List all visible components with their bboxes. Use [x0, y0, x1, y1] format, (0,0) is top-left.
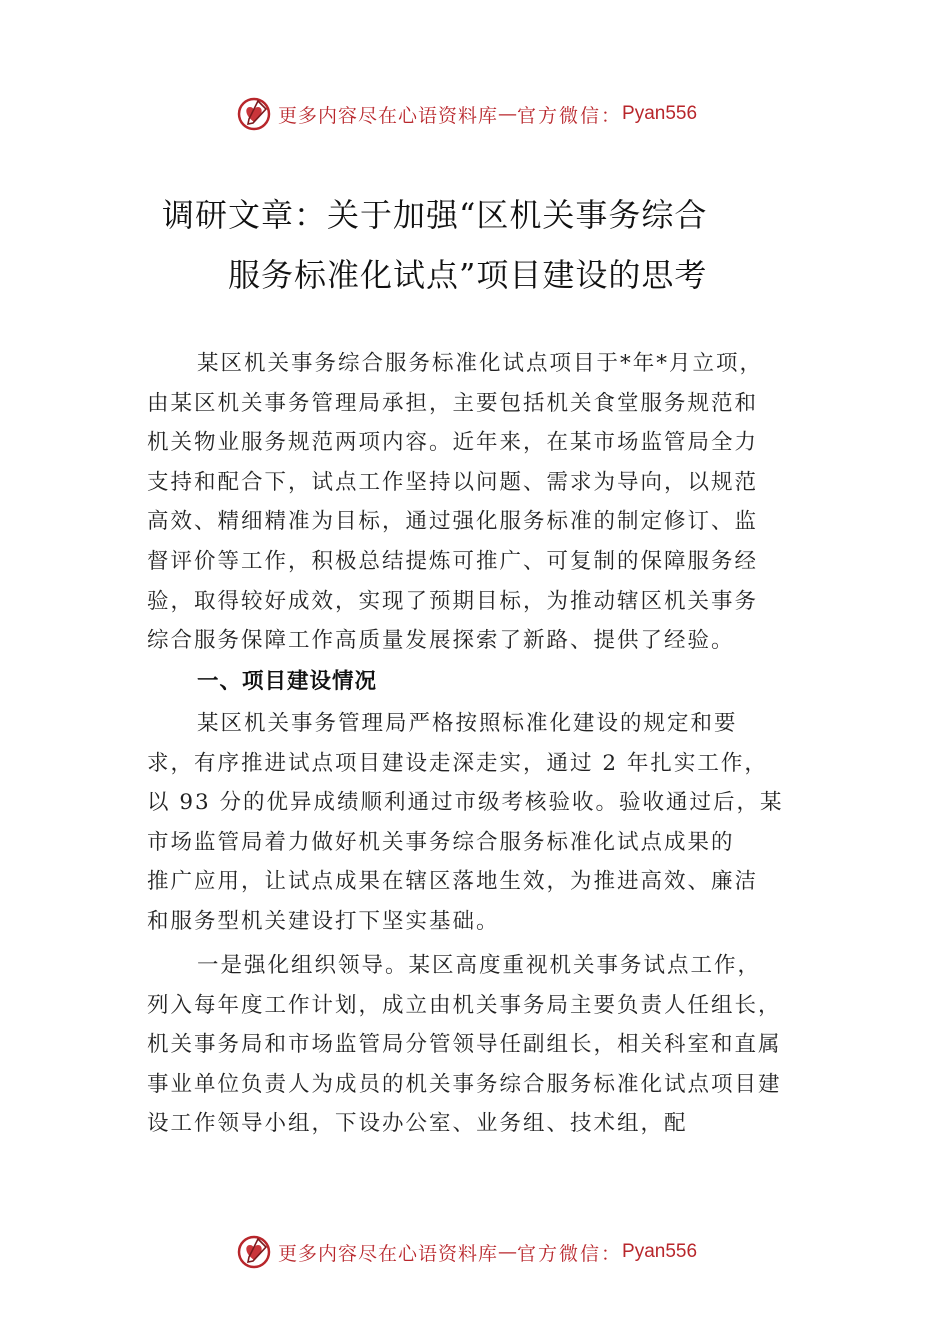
paragraph-organization	[147, 946, 837, 1144]
paragraph-line: 机关物业服务规范两项内容。近年来，在某市场监管局全力	[147, 430, 759, 456]
document-title-line-1: 调研文章：关于加强“区机关事务综合	[162, 196, 708, 234]
footer-banner	[236, 1232, 756, 1272]
paragraph-line: 支持和配合下，试点工作坚持以问题、需求为导向，以规范	[147, 469, 759, 495]
paragraph-line: 设工作领导小组，下设办公室、业务组、技术组，配	[147, 1111, 688, 1137]
paragraph-line: 综合服务保障工作高质量发展探索了新路、提供了经验。	[147, 628, 735, 654]
header-banner	[236, 94, 756, 134]
heart-pen-logo-icon	[236, 1234, 272, 1270]
paragraph-line: 高效、精细精准为目标，通过强化服务标准的制定修订、监	[147, 509, 759, 535]
paragraph-line: 以 93 分的优异成绩顺利通过市级考核验收。验收通过后，某	[147, 790, 784, 816]
paragraph-line: 市场监管局着力做好机关事务综合服务标准化试点成果的	[147, 829, 735, 855]
paragraph-line: 列入每年度工作计划，成立由机关事务局主要负责人任组长，	[147, 992, 782, 1018]
paragraph-line: 某区机关事务管理局严格按照标准化建设的规定和要	[197, 711, 738, 736]
paragraph-line: 某区机关事务综合服务标准化试点项目于*年*月立项，	[197, 351, 764, 376]
paragraph-line: 督评价等工作，积极总结提炼可推广、可复制的保障服务经	[147, 548, 759, 574]
banner-main-text: 更多内容尽在心语资料库	[278, 104, 499, 127]
paragraph-line: 推广应用，让试点成果在辖区落地生效，为推进高效、廉洁	[147, 869, 759, 895]
section-heading: 一、项目建设情况	[197, 669, 378, 694]
paragraph-line: 和服务型机关建设打下坚实基础。	[147, 908, 500, 934]
banner-separator: —	[498, 1241, 518, 1263]
paragraph-line: 事业单位负责人为成员的机关事务综合服务标准化试点项目建	[147, 1071, 782, 1097]
banner-separator: —	[498, 103, 518, 125]
banner-wechat-id: Pyan556	[622, 103, 698, 124]
paragraph-line: 求，有序推进试点项目建设走深走实，通过 2 年扎实工作，	[147, 750, 768, 776]
paragraph-intro	[147, 344, 837, 661]
paragraph-project-status	[147, 704, 837, 942]
banner-wechat-label: 官方微信：	[517, 1242, 623, 1265]
paragraph-line: 验，取得较好成效，实现了预期目标，为推动辖区机关事务	[147, 588, 759, 614]
banner-wechat-label: 官方微信：	[517, 104, 623, 127]
paragraph-line: 一是强化组织领导。某区高度重视机关事务试点工作，	[197, 953, 762, 978]
paragraph-line: 机关事务局和市场监管局分管领导任副组长，相关科室和直属	[147, 1032, 782, 1058]
paragraph-line: 由某区机关事务管理局承担，主要包括机关食堂服务规范和	[147, 390, 759, 416]
heart-pen-logo-icon	[236, 96, 272, 132]
document-title-line-2: 服务标准化试点”项目建设的思考	[228, 256, 708, 294]
banner-main-text: 更多内容尽在心语资料库	[278, 1242, 499, 1265]
banner-wechat-id: Pyan556	[622, 1241, 698, 1262]
